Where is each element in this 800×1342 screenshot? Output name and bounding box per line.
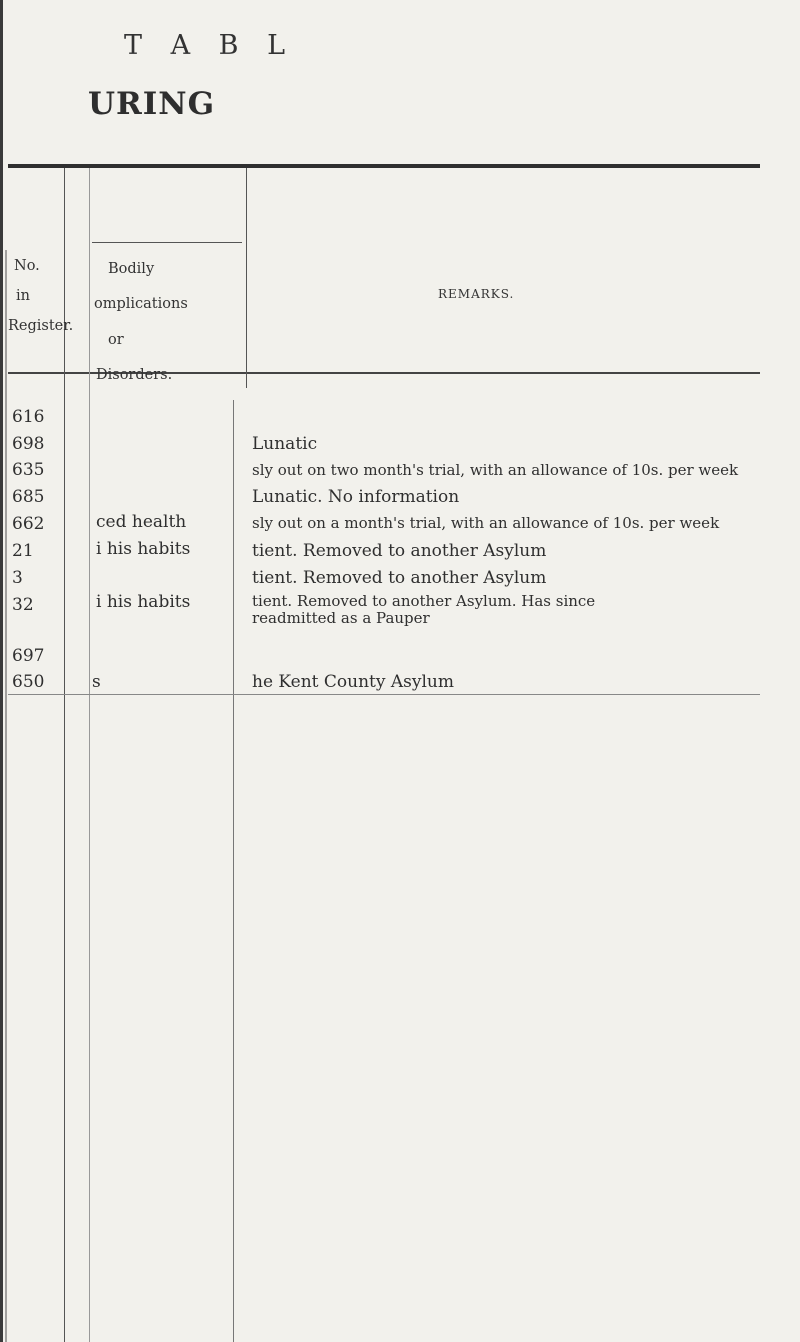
register-number: 685 [12, 487, 45, 507]
remarks-text: tient. Removed to another Asylum. Has since [252, 592, 596, 610]
header-bodily-line1: Bodily [108, 261, 155, 277]
register-number: 3 [12, 568, 23, 588]
header-subrule [92, 242, 242, 243]
table-title: T A B L [124, 30, 296, 61]
register-number: 650 [12, 672, 45, 692]
header-bodily-line2: omplications [94, 296, 188, 312]
header-remarks: REMARKS. [438, 287, 515, 301]
register-number: 697 [12, 646, 45, 666]
header-bodily-line3: or [108, 332, 124, 348]
column-divider-bodily-header [246, 168, 247, 388]
remarks-text: sly out on a month's trial, with an allowance of 10s. per week [252, 514, 720, 532]
bodily-text: i his habits [96, 592, 191, 612]
table-subtitle: URING [88, 86, 216, 122]
remarks-text: Lunatic. No information [252, 487, 460, 507]
remarks-text: sly out on two month's trial, with an allowance of 10s. per week [252, 461, 739, 479]
register-number: 635 [12, 460, 45, 480]
register-number: 21 [12, 541, 34, 561]
row-rule-end [8, 694, 760, 695]
remarks-text: tient. Removed to another Asylum [252, 541, 547, 561]
remarks-text: he Kent County Asylum [252, 672, 454, 692]
register-number: 616 [12, 407, 45, 427]
register-number: 662 [12, 514, 45, 534]
binding-edge [0, 0, 3, 1342]
header-number-line2: in [16, 288, 30, 304]
binding-edge-inner [5, 250, 7, 1342]
column-divider-number-inner [89, 168, 90, 1342]
bodily-text: s [92, 672, 101, 692]
remarks-text-continued: readmitted as a Pauper [252, 609, 430, 627]
header-number-line3: Register. [8, 318, 74, 334]
remarks-text: tient. Removed to another Asylum [252, 568, 547, 588]
column-divider-bodily [233, 400, 234, 1342]
column-divider-number [64, 168, 65, 1342]
header-rule-top [8, 164, 760, 168]
register-number: 32 [12, 595, 34, 615]
bodily-text: ced health [96, 512, 187, 532]
remarks-text: Lunatic [252, 434, 318, 454]
register-number: 698 [12, 434, 45, 454]
header-bodily-line4: Disorders. [96, 367, 173, 383]
header-number-line1: No. [14, 258, 40, 274]
bodily-text: i his habits [96, 539, 191, 559]
